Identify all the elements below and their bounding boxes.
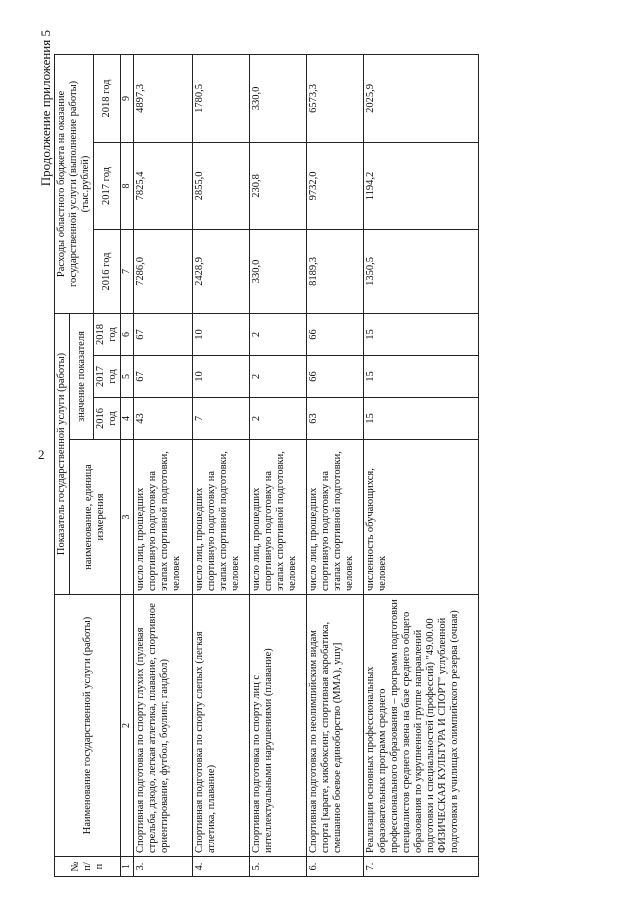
table-row: [133, 54, 192, 876]
cost-2018: 330,0: [249, 54, 306, 142]
header-cost-year-2018: 2018 год: [94, 54, 121, 142]
column-number: 9: [121, 54, 134, 142]
header-year-2017: 2017 год: [94, 356, 121, 398]
service-name: Реализация основных профессиональных образовательных программ среднего профессионального образования – программ подготовки специалистов среднего звена на базе среднего общего образования по укрупненной группе направлений подготовки и специальностей (профессий) "49.00.00 ФИЗИЧЕСКАЯ КУЛЬТУРА И СПОРТ" углубленной подготовки в училищах олимпийского резерва (очная): [363, 595, 478, 857]
value-2018: 10: [192, 313, 249, 355]
continuation-label: Продолжение приложения 5: [38, 30, 53, 187]
header-no: № п/п: [55, 857, 121, 877]
unit-name: число лиц, прошедших спортивную подготовку на этапах спортивной подготовки, человек: [192, 440, 249, 595]
cost-2017: 9732,0: [306, 142, 363, 229]
row-number: 6.: [306, 857, 363, 877]
value-2016: 15: [363, 398, 478, 440]
value-2017: 67: [133, 356, 192, 398]
value-2018: 15: [363, 313, 478, 355]
row-number: 5.: [249, 857, 306, 877]
row-number: 7.: [363, 857, 478, 877]
column-numbers-row: [121, 54, 134, 876]
service-name: Спортивная подготовка по спорту лиц с интеллектуальными нарушениями (плавание): [249, 595, 306, 857]
column-number: 8: [121, 142, 134, 229]
header-year-2018: 2018 год: [94, 313, 121, 355]
cost-2017: 1194,2: [363, 142, 478, 229]
header-cost-year-2017: 2017 год: [94, 142, 121, 229]
value-2017: 10: [192, 356, 249, 398]
cost-2017: 230,8: [249, 142, 306, 229]
column-number: 6: [121, 313, 134, 355]
value-2017: 15: [363, 356, 478, 398]
cost-2016: 2428,9: [192, 229, 249, 313]
cost-2016: 8189,3: [306, 229, 363, 313]
header-expenses: Расходы областного бюджета на оказание государственной услуги (выполнение работы) (тыс.рублей): [55, 54, 94, 313]
unit-name: число лиц, прошедших спортивную подготовку на этапах спортивной подготовки, человек: [249, 440, 306, 595]
column-number: 3: [121, 440, 134, 595]
value-2018: 2: [249, 313, 306, 355]
cost-2017: 7825,4: [133, 142, 192, 229]
cost-2018: 6573,3: [306, 54, 363, 142]
header-unit: наименование, единица измерения: [70, 440, 121, 595]
table-row: [249, 54, 306, 876]
value-2017: 2: [249, 356, 306, 398]
cost-2018: 1780,5: [192, 54, 249, 142]
value-2016: 43: [133, 398, 192, 440]
page-number: 2: [38, 447, 45, 462]
cost-2016: 1350,5: [363, 229, 478, 313]
cost-2017: 2855,0: [192, 142, 249, 229]
header-service-name: Наименование государственной услуги (работы): [55, 595, 121, 857]
table-row: [306, 54, 363, 876]
header-year-2016: 2016 год: [94, 398, 121, 440]
service-name: Спортивная подготовка по неолимпийским видам спорта [карате, кикбоксинг, спортивная акробатика, смешанное боевое единоборство (ММА), ушу]: [306, 595, 363, 857]
cost-2016: 330,0: [249, 229, 306, 313]
column-number: 5: [121, 356, 134, 398]
table-row: [192, 54, 249, 876]
header-cost-year-2016: 2016 год: [94, 229, 121, 313]
value-2018: 67: [133, 313, 192, 355]
value-2018: 66: [306, 313, 363, 355]
unit-name: число лиц, прошедших спортивную подготовку на этапах спортивной подготовки, человек: [306, 440, 363, 595]
cost-2018: 2025,9: [363, 54, 478, 142]
column-number: 2: [121, 595, 134, 857]
unit-name: число лиц, прошедших спортивную подготовку на этапах спортивной подготовки, человек: [133, 440, 192, 595]
header-indicator: Показатель государственной услуги (работы): [55, 313, 70, 594]
header-value: значение показателя: [70, 313, 94, 439]
row-number: 3.: [133, 857, 192, 877]
column-number: 7: [121, 229, 134, 313]
column-number: 1: [121, 857, 134, 877]
cost-2016: 7286,0: [133, 229, 192, 313]
value-2016: 63: [306, 398, 363, 440]
value-2016: 2: [249, 398, 306, 440]
service-name: Спортивная подготовка по спорту слепых (легкая атлетика, плавание): [192, 595, 249, 857]
unit-name: численность обучающихся, человек: [363, 440, 478, 595]
row-number: 4.: [192, 857, 249, 877]
table-row: [363, 54, 478, 876]
value-2017: 66: [306, 356, 363, 398]
service-name: Спортивная подготовка по спорту глухих (пулевая стрельба, дзюдо, легкая атлетика, плавание, спортивное ориентирование, футбол, боулинг, гандбол): [133, 595, 192, 857]
value-2016: 7: [192, 398, 249, 440]
budget-table: [54, 54, 479, 877]
cost-2018: 4897,3: [133, 54, 192, 142]
column-number: 4: [121, 398, 134, 440]
